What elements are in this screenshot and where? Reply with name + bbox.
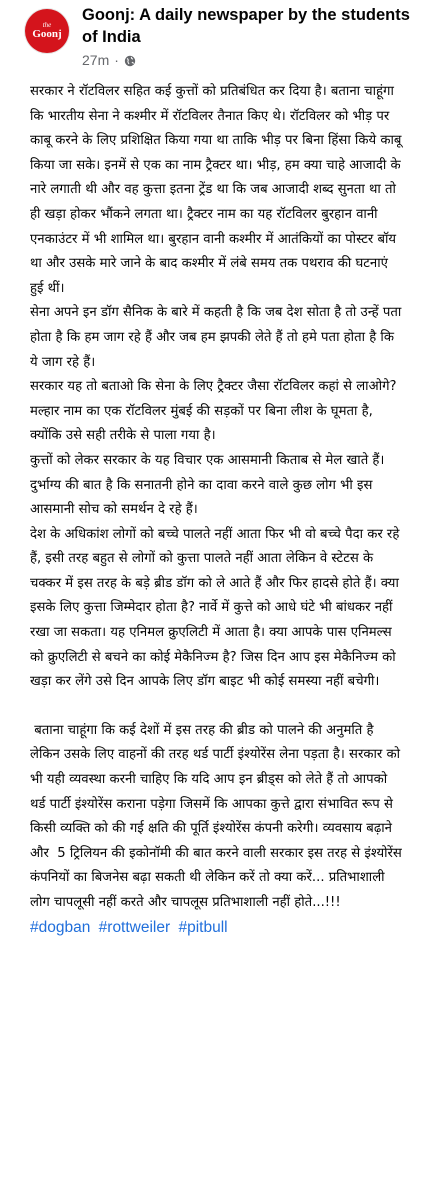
paragraph-gap [30,695,402,719]
page-avatar[interactable] [25,9,69,53]
post-paragraph-4: मल्हार नाम का एक रॉटविलर मुंबई की सड़कों पर बिना लीश के घूमता है, क्योंकि उसे सही तरीके से पाला गया है। [30,403,377,444]
post-paragraph-3: सरकार यह तो बताओ कि सेना के लिए ट्रैक्टर जैसा रॉटविलर कहां से लाओगे? [30,379,397,395]
post-paragraph-6: देश के अधिकांश लोगों को बच्चे पालते नहीं आता फिर भी वो बच्चे पैदा कर रहे हैं, इसी तरह बहुत से लोगों को कुत्ता पालते नहीं आता लेकिन वे स्टेटस के चक्कर में इस तरह के बड़े ब्रीड डॉग को ले आते हैं और फिर हादसे होते हैं। क्या इसके लिए कुत्ता जिम्मेदार होता है? नार्वे में कुत्ते को आधे घंटे भी बांधकर नहीं रखा जा सकता। यह एनिमल क्रुएलिटी में आता है। क्या आपके पास एनिमल्स को क्रुएलिटी से बचने का कोई मेकैनिज्म है? जिस दिन आप इस मेकैनिज्म को खड़ा कर लेंगे उसे दिन आपके लिए डॉग बाइट भी कोई समस्या नहीं बचेगी। [30,526,404,690]
globe-icon[interactable] [124,54,136,66]
hashtag-pitbull[interactable]: #pitbull [178,918,228,936]
post-meta [82,52,136,68]
hashtag-rottweiler[interactable]: #rottweiler [98,918,171,936]
avatar-text-large: Goonj [32,28,62,40]
meta-separator: · [114,52,119,68]
hashtag-dogban[interactable]: #dogban [30,918,91,936]
post-body [30,80,407,940]
post-header [0,0,421,80]
page-name-link[interactable]: Goonj: A daily newspaper by the students of India [82,6,410,46]
hashtags [30,916,402,941]
avatar-text-small: the [42,21,52,29]
post-timestamp[interactable]: 27m [82,52,110,68]
post-paragraph-5: कुत्तों को लेकर सरकार के यह विचार एक आसमानी किताब से मेल खाते हैं। दुर्भाग्य की बात है कि सनातनी होने का दावा करने वाले कुछ लोग भी इस आसमानी सोच को समर्थन दे रहे हैं। [30,452,389,518]
post-paragraph-7: बताना चाहूंगा कि कई देशों में इस तरह की ब्रीड को पालने की अनुमति है लेकिन उसके लिए वाहनों की तरह थर्ड पार्टी इंश्योरेंस लेना पड़ता है। सरकार को भी यही व्यवस्था करनी चाहिए कि यदि आप इन ब्रीड्स को लेते हैं तो आपको थर्ड पार्टी इंश्योरेंस कराना पड़ेगा जिसमें कि आपका कुत्ते द्वारा संभावित रूप से किसी व्यक्ति को की गई क्षति की पूर्ति इंश्योरेंस कंपनी करेगी। व्यवसाय बढ़ाने और 5 ट्रिलियन की इकोनॉमी की बात करने वाली सरकार इस तरह से इंश्योरेंस कंपनियों का बिजनेस बढ़ा सकती थी लेकिन करें तो क्या करें... प्रतिभाशाली लोग चापलूसी नहीं करते और चापलूस प्रतिभाशाली नहीं होते...!!! [30,722,407,910]
post-paragraph-1: सरकार ने रॉटविलर सहित कई कुत्तों को प्रतिबंधित कर दिया है। बताना चाहूंगा कि भारतीय सेना ने कश्मीर में रॉटविलर तैनात किए थे। रॉटविलर को भीड़ पर काबू करने के लिए प्रशिक्षित किया गया था ताकि भीड़ पर बिना हिंसा किये काबू किया जा सके। इनमें से एक का नाम ट्रैक्टर था। भीड़, हम क्या चाहे आजादी के नारे लगाती थी और वह कुत्ता इतना ट्रेंड था कि जब आजादी शब्द सुनता था तो ही खड़ा होकर भौंकने लगता था। ट्रैक्टर नाम का यह रॉटविलर बुरहान वानी एनकाउंटर में भी शामिल था। बुरहान वानी कश्मीर में आतंकियों का पोस्टर बॉय था और उसके मारे जाने के बाद कश्मीर में लंबे समय तक पथराव की घटनाएं हुई थीं। [30,84,406,296]
post-paragraph-2: सेना अपने इन डॉग सैनिक के बारे में कहती है कि जब देश सोता है तो उन्हें पता होता है कि हम जाग रहे हैं और जब हम झपकी लेते हैं तो हमे पता होता है कि ये जाग रहे हैं। [30,305,406,370]
